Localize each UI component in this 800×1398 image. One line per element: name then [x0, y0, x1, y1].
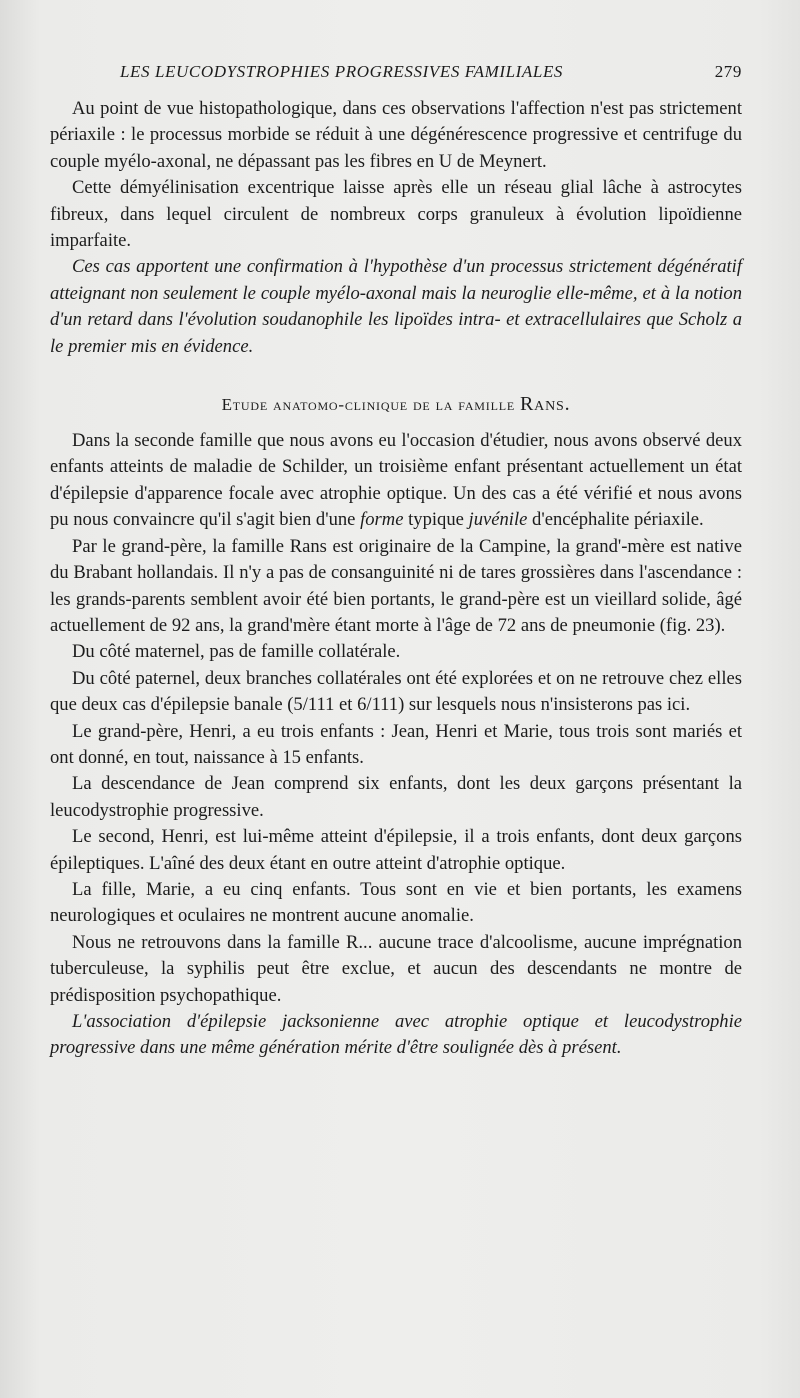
- paragraph-grandfather-origin: Par le grand-père, la famille Rans est originaire de la Campine, la grand'-mère est native du Brabant hollandais. Il n'y a pas de consanguinité ni de tares grossières dans l'ascendance : les grands-parents semblent avoir été bien portants, le grand-père est un vieillard solide, âgé actuellement de 92 ans, la grand'mère étant morte à l'âge de 72 ans de pneumonie (fig. 23).: [50, 535, 742, 636]
- paragraph-maternal-side: Du côté maternel, pas de famille collatérale.: [72, 641, 401, 663]
- paragraph-marie: La fille, Marie, a eu cinq enfants. Tous sont en vie et bien portants, les examens neurologiques et oculaires ne montrent aucune anomalie.: [50, 878, 742, 927]
- text-run: d'encéphalite périaxile.: [527, 509, 704, 531]
- running-header: [50, 58, 742, 86]
- section-heading-family-name: Rans.: [520, 393, 571, 416]
- text-run: typique: [403, 509, 469, 531]
- paragraph-closing-italic: L'association d'épilepsie jacksonienne avec atrophie optique et leucodystrophie progressive dans une même génération mérite d'être soulignée dès à présent.: [50, 1011, 742, 1059]
- running-title: LES LEUCODYSTROPHIES PROGRESSIVES FAMILIALES: [120, 62, 564, 81]
- section-heading-prefix: Etude anatomo-clinique de la famille: [221, 395, 521, 415]
- paragraph-second-family: [50, 428, 742, 534]
- emphasis-juvenile: juvénile: [468, 509, 528, 531]
- paragraph-jean-descendants: La descendance de Jean comprend six enfants, dont les deux garçons présentant la leucodystrophie progressive.: [50, 773, 742, 821]
- paragraph-demyelination: Cette démyélinisation excentrique laisse après elle un réseau glial lâche à astrocytes fibreux, dans lequel circulent de nombreux corps granuleux à évolution lipoïdienne imparfaite.: [50, 177, 742, 252]
- paragraph-henri-second: Le second, Henri, est lui-même atteint d'épilepsie, il a trois enfants, dont deux garçons épileptiques. L'aîné des deux étant en outre atteint d'atrophie optique.: [50, 826, 742, 874]
- paragraph-paternal-side: Du côté paternel, deux branches collatérales ont été explorées et on ne retrouve chez elles que deux cas d'épilepsie banale (5/111 et 6/111) sur lesquels nous n'insisterons pas ici.: [50, 667, 742, 716]
- section-heading: [50, 393, 742, 416]
- paragraph-histopathology: Au point de vue histopathologique, dans ces observations l'affection n'est pas strictement périaxile : le processus morbide se réduit à une dégénérescence progressive et centrifuge du couple myélo-axonal, ne dépassant pas les fibres en U de Meynert.: [50, 98, 742, 172]
- text-run: Dans la seconde famille que nous avons eu l'occasion d'étudier, nous avons observé deux enfants atteints de maladie de Schilder, un troisième enfant présentant actuellement un état d'épilepsie d'apparence focale avec atrophie optique. Un des cas a été vérifié et nous avons pu nous convaincre qu'il s'agit bien d'une: [50, 430, 742, 531]
- body-text: [50, 96, 742, 1062]
- paragraph-no-alcoholism: Nous ne retrouvons dans la famille R... aucune trace d'alcoolisme, aucune imprégnation tuberculeuse, la syphilis peut être exclue, et aucun des descendants ne montre de prédisposition psychopathique.: [50, 931, 742, 1006]
- paragraph-three-children: Le grand-père, Henri, a eu trois enfants : Jean, Henri et Marie, tous trois sont mariés et ont donné, en tout, naissance à 15 enfants.: [50, 720, 742, 768]
- emphasis-forme: forme: [360, 509, 404, 531]
- paragraph-italic-conclusion: Ces cas apportent une confirmation à l'hypothèse d'un processus strictement dégénératif atteignant non seulement le couple myélo-axonal mais la neuroglie elle-même, et à la notion d'un retard dans l'évolution soudanophile les lipoïdes intra- et extracellulaires que Scholz a le premier mis en évidence.: [50, 256, 742, 357]
- page-number: 279: [714, 62, 742, 81]
